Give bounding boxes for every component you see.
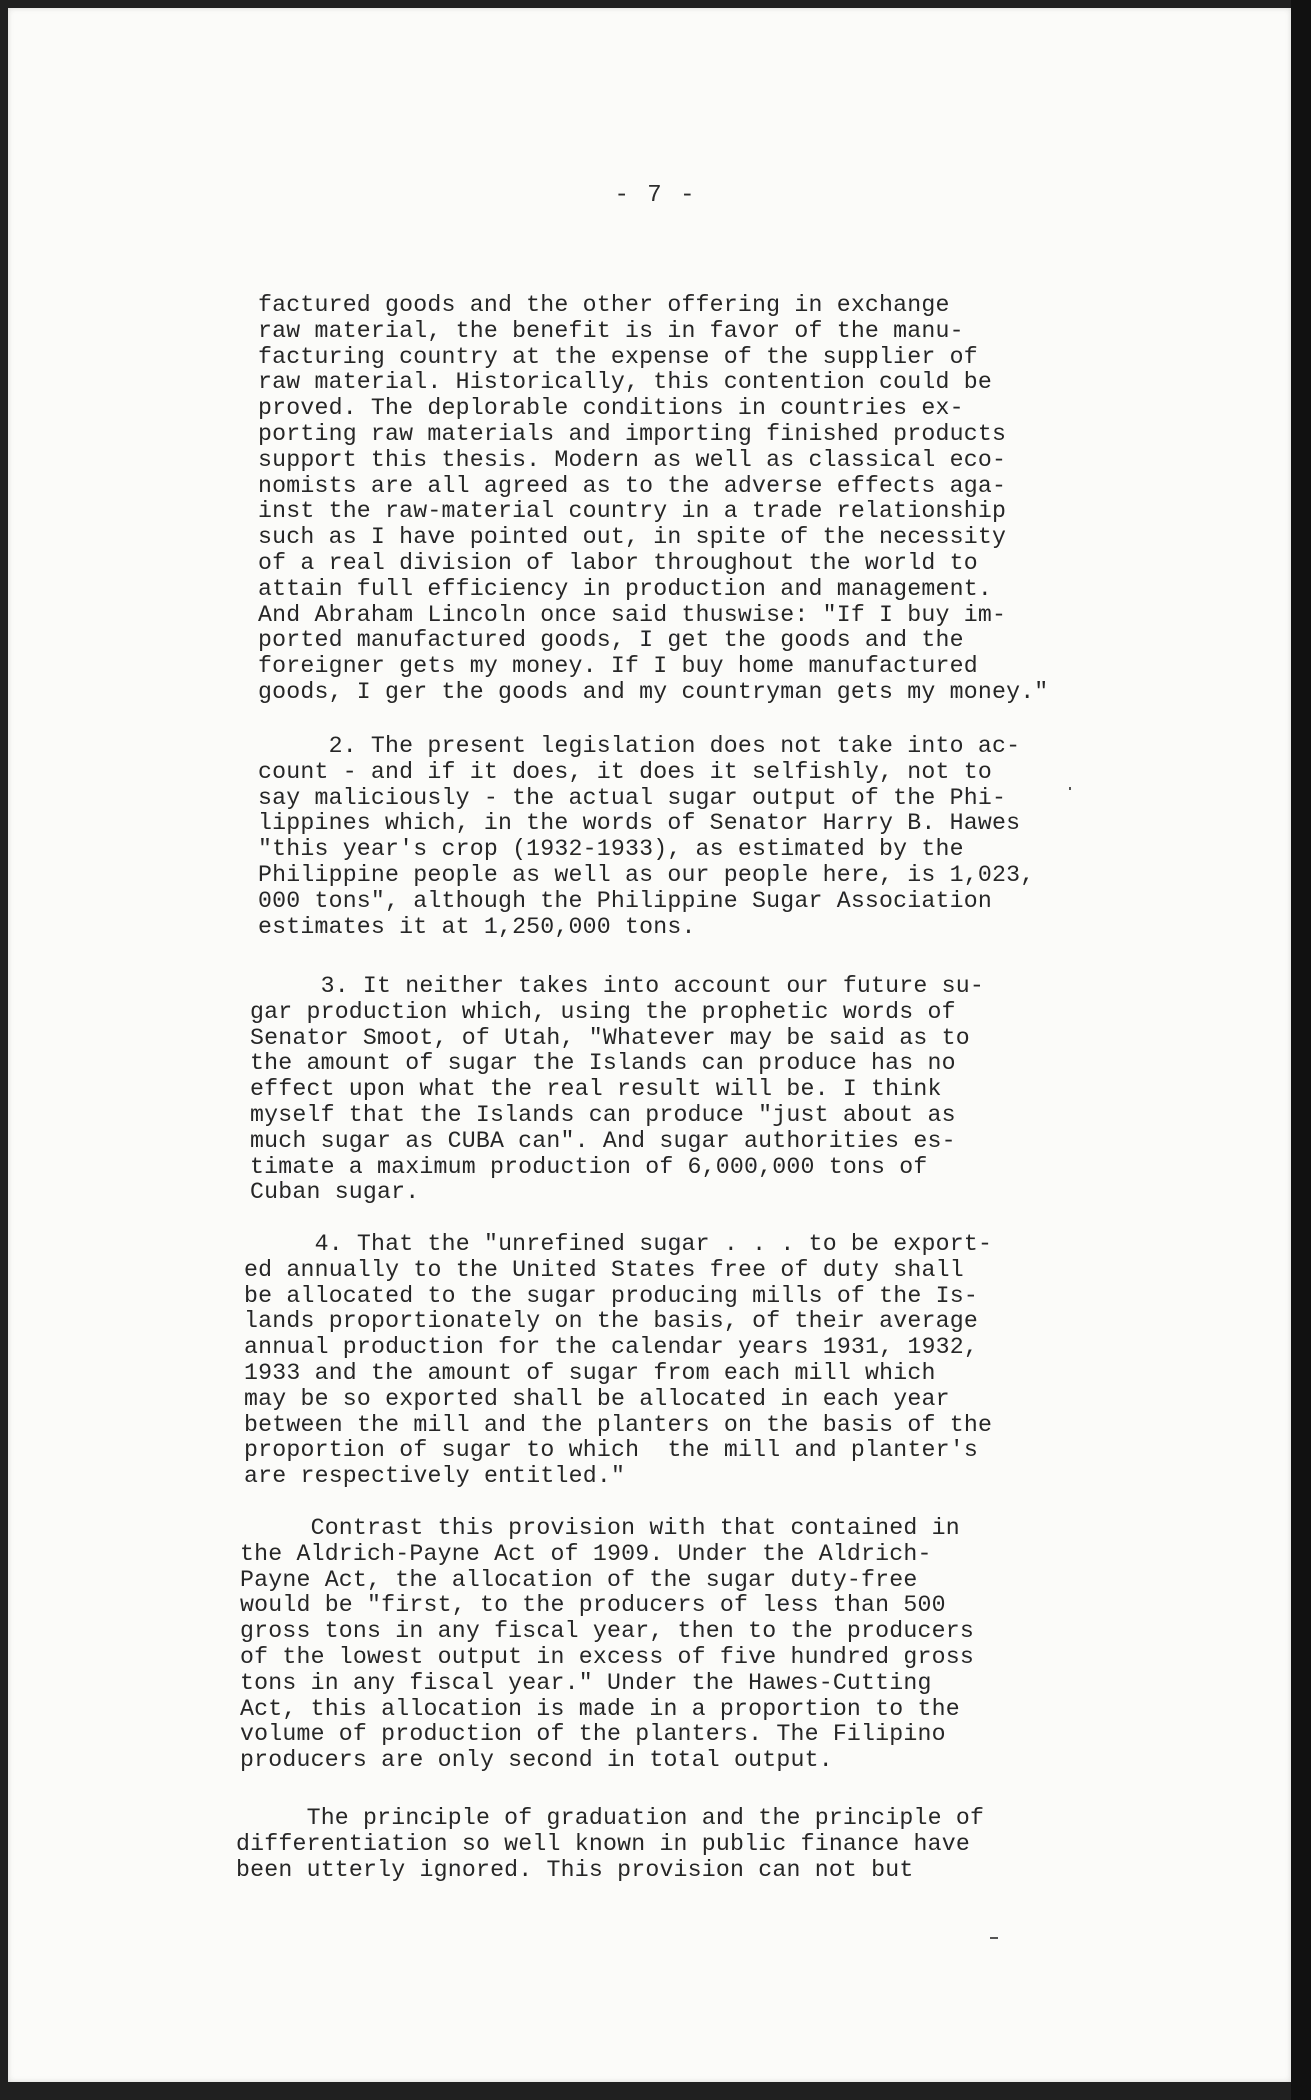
text-line: Philippine people as well as our people here, is 1,023, [258,861,1035,888]
text-line: between the mill and the planters on the basis of the [244,1411,993,1438]
stray-mark [990,1937,998,1939]
text-line: lippines which, in the words of Senator Harry B. Hawes [258,810,1021,837]
paragraph-6 [236,1806,1126,1883]
text-line: The principle of graduation and the principle of [236,1805,985,1831]
text-line: goods, I ger the goods and my countryman gets my money." [258,678,1049,705]
text-line: ported manufactured goods, I get the goods and the [258,627,964,654]
text-line: Cuban sugar. [250,1179,420,1206]
text-line: nomists are all agreed as to the adverse effects aga- [258,472,1007,499]
paragraph-5 [240,1516,1130,1774]
text-line: inst the raw-material country in a trade relationship [258,498,1007,525]
text-line: myself that the Islands can produce "just about as [250,1101,956,1128]
text-line: volume of production of the planters. The Filipino [240,1721,946,1748]
text-line: support this thesis. Modern as well as classical eco- [258,446,1007,473]
text-line: proved. The deplorable conditions in countries ex- [258,395,964,422]
text-line: factured goods and the other offering in exchange [258,292,950,318]
text-line: Contrast this provision with that contained in [240,1515,960,1541]
text-line: be allocated to the sugar producing mills of the Is- [244,1282,978,1309]
paragraph-3 [250,974,1140,1206]
text-line: raw material. Historically, this contention could be [258,369,992,396]
text-line: 2. The present legislation does not take into ac- [258,733,1021,759]
text-line: of a real division of labor throughout the world to [258,549,978,576]
text-line: 1933 and the amount of sugar from each mill which [244,1359,936,1386]
text-line: facturing country at the expense of the supplier of [258,343,978,370]
text-line: the Aldrich-Payne Act of 1909. Under the Aldrich- [240,1540,932,1567]
text-line: may be so exported shall be allocated in each year [244,1385,950,1412]
text-line: gar production which, using the prophetic words of [250,998,956,1025]
paragraph-4 [244,1232,1134,1490]
text-line: the amount of sugar the Islands can produce has no [250,1050,956,1077]
scan-edge [1291,0,1311,2100]
text-line: Act, this allocation is made in a proportion to the [240,1695,960,1722]
text-line: "this year's crop (1932-1933), as estimated by the [258,836,964,863]
stray-mark [1069,787,1071,790]
text-line: And Abraham Lincoln once said thuswise: "If I buy im- [258,601,1007,628]
text-line: are respectively entitled." [244,1463,626,1490]
text-line: attain full efficiency in production and management. [258,575,992,602]
text-line: raw material, the benefit is in favor of the manu- [258,317,964,344]
text-line: lands proportionately on the basis, of their average [244,1308,978,1335]
text-line: timate a maximum production of 6,000,000 tons of [250,1153,928,1180]
page-number: - 7 - [614,182,697,209]
text-line: estimates it at 1,250,000 tons. [258,913,696,940]
text-line: producers are only second in total output. [240,1747,833,1774]
text-line: tons in any fiscal year." Under the Hawes-Cutting [240,1669,932,1696]
text-line: Senator Smoot, of Utah, "Whatever may be said as to [250,1024,970,1051]
text-line: differentiation so well known in public finance have [236,1830,970,1857]
text-line: 000 tons", although the Philippine Sugar Association [258,887,992,914]
text-line: porting raw materials and importing finished products [258,420,1007,447]
text-line: count - and if it does, it does it selfishly, not to [258,758,992,785]
paragraph-1 [258,293,1148,706]
text-line: been utterly ignored. This provision can not but [236,1856,914,1883]
text-line: gross tons in any fiscal year, then to the producers [240,1618,974,1645]
text-line: say maliciously - the actual sugar output of the Phi- [258,784,1007,811]
text-line: much sugar as CUBA can". And sugar authorities es- [250,1127,956,1154]
text-line: proportion of sugar to which the mill and planter's [244,1437,978,1464]
text-line: 3. It neither takes into account our future su- [250,973,984,999]
text-line: of the lowest output in excess of five hundred gross [240,1643,974,1670]
text-line: Payne Act, the allocation of the sugar duty-free [240,1566,918,1593]
text-line: foreigner gets my money. If I buy home manufactured [258,653,978,680]
text-line: ed annually to the United States free of duty shall [244,1256,964,1283]
text-line: such as I have pointed out, in spite of the necessity [258,524,1007,551]
text-line: annual production for the calendar years 1931, 1932, [244,1334,978,1361]
text-line: effect upon what the real result will be. I think [250,1076,942,1103]
text-line: would be "first, to the producers of less than 500 [240,1592,946,1619]
paragraph-2 [258,734,1148,940]
text-line: 4. That the "unrefined sugar . . . to be export- [244,1231,993,1257]
